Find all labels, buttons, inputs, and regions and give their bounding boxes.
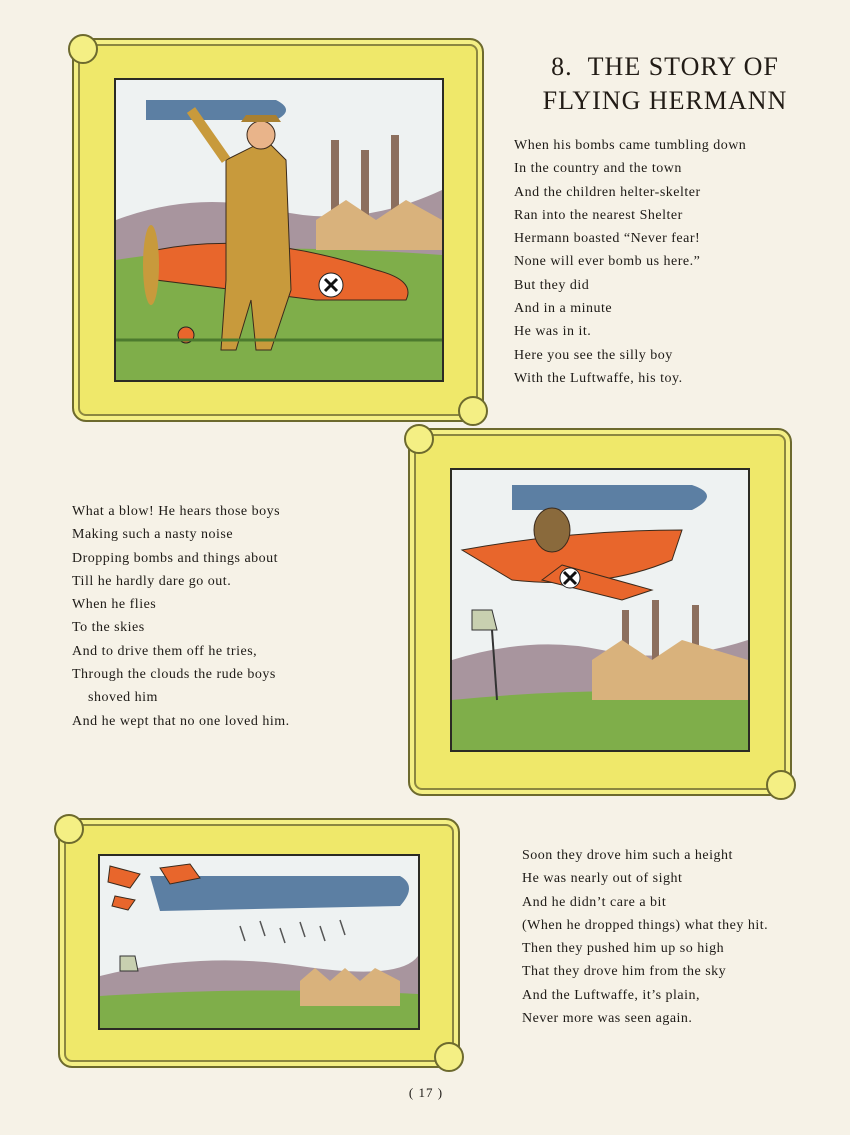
- page-number: ( 17 ): [408, 1085, 444, 1100]
- verse-line: When his bombs came tumbling down: [514, 138, 747, 153]
- verse-3: [522, 844, 768, 1030]
- verse-line: And the children helter-skelter: [514, 184, 701, 200]
- verse-line: Till he hardly dare go out.: [72, 573, 232, 589]
- verse-line: (When he dropped things) what they hit.: [522, 917, 769, 933]
- picture-frame-2: [408, 428, 792, 796]
- verse-line: And he wept that no one loved him.: [72, 713, 290, 729]
- verse-2: [72, 500, 290, 733]
- verse-line: He was nearly out of sight: [522, 871, 683, 887]
- verse-line: None will ever bomb us here.”: [514, 254, 701, 270]
- verse-1: [514, 134, 746, 390]
- verse-line: In the country and the town: [514, 161, 682, 177]
- verse-line: But they did: [514, 277, 590, 293]
- verse-line: Soon they drove him such a height: [522, 848, 733, 863]
- verse-line: Never more was seen again.: [522, 1011, 693, 1027]
- verse-line: Ran into the nearest Shelter: [514, 207, 683, 223]
- picture-frame-1: [72, 38, 484, 422]
- verse-line: That they drove him from the sky: [522, 964, 727, 980]
- verse-line: He was in it.: [514, 324, 592, 340]
- verse-line: shoved him: [88, 690, 158, 706]
- verse-line: And in a minute: [514, 301, 613, 317]
- picture-frame-3: [58, 818, 460, 1068]
- illustration-hermann-flying: [450, 468, 750, 752]
- title-line-2: FLYING HERMANN: [542, 86, 788, 115]
- verse-line: Then they pushed him up so high: [522, 941, 725, 957]
- verse-line: What a blow! He hears those boys: [72, 504, 281, 519]
- verse-line: With the Luftwaffe, his toy.: [514, 370, 683, 386]
- verse-line: To the skies: [72, 620, 145, 636]
- illustration-plane-falling: [98, 854, 420, 1030]
- verse-line: Dropping bombs and things about: [72, 550, 279, 566]
- illustration-hermann-standing: [114, 78, 444, 382]
- title-line-1: 8. THE STORY OF: [551, 52, 779, 81]
- verse-line: Making such a nasty noise: [72, 527, 234, 543]
- verse-line: And the Luftwaffe, it’s plain,: [522, 987, 701, 1003]
- verse-line: Hermann boasted “Never fear!: [514, 231, 701, 247]
- verse-line: And to drive them off he tries,: [72, 643, 258, 659]
- verse-line: When he flies: [72, 597, 157, 613]
- verse-line: Here you see the silly boy: [514, 347, 673, 363]
- page-title: [500, 50, 830, 118]
- verse-line: And he didn’t care a bit: [522, 894, 667, 910]
- verse-line: Through the clouds the rude boys: [72, 667, 276, 683]
